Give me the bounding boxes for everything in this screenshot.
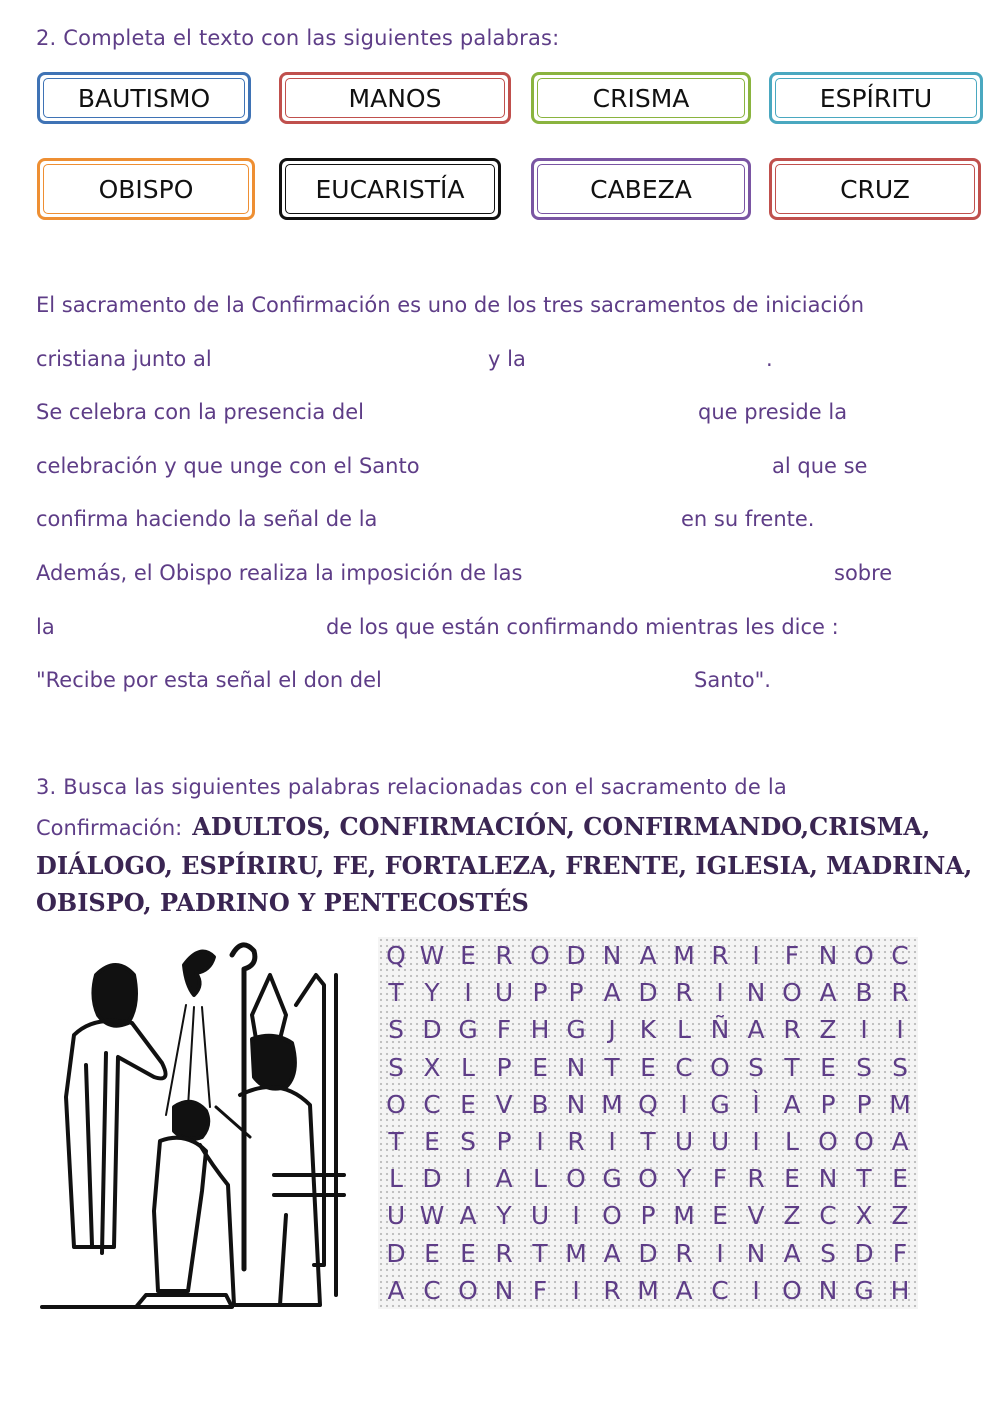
grid-cell[interactable]: S <box>748 1052 764 1082</box>
grid-cell[interactable]: I <box>572 1201 580 1231</box>
grid-cell[interactable]: I <box>716 1238 724 1268</box>
grid-cell[interactable]: F <box>532 1275 548 1305</box>
word-card-eucaristia[interactable] <box>279 158 501 220</box>
grid-cell[interactable]: S <box>460 1127 476 1157</box>
text-segment: al que se <box>772 454 868 478</box>
text-segment: cristiana junto al <box>36 347 212 371</box>
grid-cell[interactable]: A <box>891 1127 909 1157</box>
section2-title: 2. Completa el texto con las siguientes palabras: <box>36 26 560 50</box>
grid-cell[interactable]: P <box>568 978 584 1008</box>
grid-cell[interactable]: S <box>388 1052 404 1082</box>
grid-cell[interactable]: E <box>460 1238 476 1268</box>
grid-cell[interactable]: Y <box>676 1164 692 1194</box>
grid-cell[interactable]: N <box>494 1275 514 1305</box>
grid-cell[interactable]: O <box>782 978 802 1008</box>
grid-cell[interactable]: T <box>532 1238 548 1268</box>
grid-cell[interactable]: R <box>495 1238 513 1268</box>
grid-cell[interactable]: G <box>602 1164 622 1194</box>
grid-cell[interactable]: P <box>496 1127 512 1157</box>
grid-cell[interactable]: T <box>388 1127 404 1157</box>
grid-cell[interactable]: M <box>565 1238 587 1268</box>
grid-cell[interactable]: G <box>854 1275 874 1305</box>
text-segment: Santo". <box>694 668 771 692</box>
grid-cell[interactable]: S <box>892 1052 908 1082</box>
grid-cell[interactable]: A <box>495 1164 513 1194</box>
blank-cruz[interactable] <box>411 507 676 533</box>
blank-manos[interactable] <box>564 561 826 587</box>
grid-cell[interactable]: P <box>640 1201 656 1231</box>
grid-cell[interactable]: L <box>461 1052 475 1082</box>
grid-cell[interactable]: I <box>752 1275 760 1305</box>
grid-cell[interactable]: E <box>712 1201 728 1231</box>
grid-cell[interactable]: L <box>533 1164 547 1194</box>
text-segment: "Recibe por esta señal el don del <box>36 668 382 692</box>
word-card-label: CRUZ <box>775 164 975 214</box>
grid-cell[interactable]: R <box>783 1015 801 1045</box>
word-list-lead: Confirmación: <box>36 816 183 840</box>
word-search-grid[interactable] <box>378 937 918 1309</box>
text-segment: de los que están confirmando mientras les dice : <box>326 615 839 639</box>
text-segment: y la <box>488 347 526 371</box>
grid-cell[interactable]: P <box>820 1089 836 1119</box>
grid-cell[interactable]: O <box>638 1164 658 1194</box>
grid-cell[interactable]: G <box>566 1015 586 1045</box>
word-list-words: ADULTOS, CONFIRMACIÓN, CONFIRMANDO,CRISMA, DIÁLOGO, ESPÍRIRU, FE, FORTALEZA, FRENTE, IGLESIA, MADRINA, OBISPO, PADRINO Y PENTECOSTÉS <box>36 812 973 917</box>
grid-cell[interactable]: V <box>747 1201 765 1231</box>
grid-cell[interactable]: M <box>673 941 695 971</box>
grid-cell[interactable]: O <box>854 1127 874 1157</box>
grid-cell[interactable]: R <box>567 1127 585 1157</box>
word-card-label: CRISMA <box>537 78 745 118</box>
grid-cell[interactable]: C <box>819 1201 837 1231</box>
grid-cell[interactable]: R <box>675 978 693 1008</box>
grid-cell[interactable]: P <box>496 1052 512 1082</box>
grid-cell[interactable]: R <box>891 978 909 1008</box>
word-search-list <box>36 808 976 921</box>
grid-cell[interactable]: S <box>388 1015 404 1045</box>
blank-cabeza[interactable] <box>66 615 321 641</box>
word-card-label: EUCARISTÍA <box>285 164 495 214</box>
grid-cell[interactable]: A <box>819 978 837 1008</box>
grid-cell[interactable]: I <box>680 1089 688 1119</box>
grid-cell[interactable]: O <box>710 1052 730 1082</box>
blank-crisma[interactable] <box>456 454 766 480</box>
grid-cell[interactable]: I <box>464 978 472 1008</box>
grid-cell[interactable]: F <box>496 1015 512 1045</box>
text-segment: . <box>766 347 773 371</box>
grid-cell[interactable]: A <box>603 978 621 1008</box>
grid-cell[interactable]: O <box>566 1164 586 1194</box>
text-segment: El sacramento de la Confirmación es uno de los tres sacramentos de iniciación <box>36 293 865 317</box>
grid-cell[interactable]: R <box>603 1275 621 1305</box>
grid-cell[interactable]: Z <box>819 1015 837 1045</box>
grid-cell[interactable]: B <box>531 1089 549 1119</box>
grid-cell[interactable]: O <box>530 941 550 971</box>
word-card-crisma[interactable] <box>531 72 751 124</box>
grid-cell[interactable]: Ñ <box>710 1015 730 1045</box>
grid-cell[interactable]: O <box>854 941 874 971</box>
grid-cell[interactable]: M <box>601 1089 623 1119</box>
grid-cell[interactable]: A <box>387 1275 405 1305</box>
word-card-bautismo[interactable] <box>37 72 251 124</box>
grid-cell[interactable]: I <box>752 941 760 971</box>
grid-cell[interactable]: O <box>818 1127 838 1157</box>
grid-cell[interactable]: N <box>566 1089 586 1119</box>
grid-cell[interactable]: L <box>677 1015 691 1045</box>
grid-cell[interactable]: H <box>530 1015 550 1045</box>
grid-cell[interactable]: E <box>784 1164 800 1194</box>
grid-cell[interactable]: K <box>639 1015 657 1045</box>
grid-cell[interactable]: V <box>495 1089 513 1119</box>
word-card-label: MANOS <box>285 78 505 118</box>
grid-cell[interactable]: X <box>855 1201 873 1231</box>
grid-cell[interactable]: L <box>389 1164 403 1194</box>
grid-cell[interactable]: X <box>423 1052 441 1082</box>
grid-cell[interactable]: O <box>386 1089 406 1119</box>
grid-cell[interactable]: P <box>532 978 548 1008</box>
grid-cell[interactable]: Z <box>783 1201 801 1231</box>
blank-eucaristia[interactable] <box>531 347 756 373</box>
word-card-label: OBISPO <box>43 164 249 214</box>
text-segment: que preside la <box>698 400 848 424</box>
grid-cell[interactable]: M <box>889 1089 911 1119</box>
word-card-label: ESPÍRITU <box>775 78 977 118</box>
grid-cell[interactable]: N <box>818 1164 838 1194</box>
grid-cell[interactable]: I <box>464 1164 472 1194</box>
word-card-cabeza[interactable] <box>531 158 751 220</box>
grid-cell[interactable]: E <box>532 1052 548 1082</box>
section3-title: 3. Busca las siguientes palabras relacionadas con el sacramento de la <box>36 775 787 799</box>
grid-cell[interactable]: A <box>459 1201 477 1231</box>
grid-cell[interactable]: D <box>386 1238 406 1268</box>
grid-cell[interactable]: U <box>530 1201 550 1231</box>
grid-cell[interactable]: D <box>638 1238 658 1268</box>
confirmation-illustration <box>36 935 356 1315</box>
grid-cell[interactable]: I <box>752 1127 760 1157</box>
grid-cell[interactable]: N <box>602 941 622 971</box>
grid-cell[interactable]: E <box>892 1164 908 1194</box>
grid-cell[interactable]: S <box>820 1238 836 1268</box>
grid-cell[interactable]: C <box>891 941 909 971</box>
grid-cell[interactable]: E <box>460 1089 476 1119</box>
grid-cell[interactable]: C <box>675 1052 693 1082</box>
grid-cell[interactable]: N <box>746 1238 766 1268</box>
grid-cell[interactable]: I <box>572 1275 580 1305</box>
grid-cell[interactable]: Y <box>496 1201 512 1231</box>
grid-cell[interactable]: N <box>746 978 766 1008</box>
grid-cell[interactable]: R <box>747 1164 765 1194</box>
text-segment: confirma haciendo la señal de la <box>36 507 378 531</box>
word-card-obispo[interactable] <box>37 158 255 220</box>
word-card-cruz[interactable] <box>769 158 981 220</box>
grid-cell[interactable]: M <box>673 1201 695 1231</box>
grid-cell[interactable]: T <box>856 1164 872 1194</box>
grid-cell[interactable]: S <box>856 1052 872 1082</box>
blank-bautismo[interactable] <box>241 347 481 373</box>
grid-cell[interactable]: F <box>712 1164 728 1194</box>
grid-cell[interactable]: I <box>536 1127 544 1157</box>
word-card-label: BAUTISMO <box>43 78 245 118</box>
grid-cell[interactable]: F <box>784 941 800 971</box>
grid-cell[interactable]: I <box>608 1127 616 1157</box>
word-card-manos[interactable] <box>279 72 511 124</box>
grid-cell[interactable]: U <box>386 1201 406 1231</box>
text-segment: Se celebra con la presencia del <box>36 400 365 424</box>
grid-cell[interactable]: T <box>784 1052 800 1082</box>
grid-cell[interactable]: E <box>820 1052 836 1082</box>
text-segment: Además, el Obispo realiza la imposición de las <box>36 561 523 585</box>
blank-espiritu[interactable] <box>414 668 689 694</box>
grid-cell[interactable]: N <box>566 1052 586 1082</box>
grid-cell[interactable]: R <box>711 941 729 971</box>
grid-cell[interactable]: W <box>419 941 445 971</box>
grid-cell[interactable]: J <box>608 1015 616 1045</box>
grid-cell[interactable]: I <box>896 1015 904 1045</box>
grid-cell[interactable]: F <box>892 1238 908 1268</box>
grid-cell[interactable]: N <box>818 941 838 971</box>
grid-cell[interactable]: C <box>711 1275 729 1305</box>
grid-cell[interactable]: U <box>674 1127 694 1157</box>
grid-cell[interactable]: N <box>818 1275 838 1305</box>
text-segment: celebración y que unge con el Santo <box>36 454 420 478</box>
grid-cell[interactable]: A <box>783 1238 801 1268</box>
grid-cell[interactable]: U <box>710 1127 730 1157</box>
grid-cell[interactable]: H <box>890 1275 910 1305</box>
grid-cell[interactable]: R <box>495 941 513 971</box>
grid-cell[interactable]: W <box>419 1201 445 1231</box>
text-segment: en su frente. <box>681 507 815 531</box>
grid-cell[interactable]: D <box>422 1015 442 1045</box>
grid-cell[interactable]: O <box>782 1275 802 1305</box>
word-card-espiritu[interactable] <box>769 72 983 124</box>
grid-cell[interactable]: O <box>458 1275 478 1305</box>
grid-cell[interactable]: G <box>458 1015 478 1045</box>
grid-cell[interactable]: A <box>639 941 657 971</box>
grid-cell[interactable]: G <box>710 1089 730 1119</box>
grid-cell[interactable]: D <box>422 1164 442 1194</box>
grid-cell[interactable]: L <box>785 1127 799 1157</box>
grid-cell[interactable]: Y <box>424 978 440 1008</box>
grid-cell[interactable]: T <box>388 978 404 1008</box>
grid-cell[interactable]: Z <box>891 1201 909 1231</box>
grid-cell[interactable]: D <box>638 978 658 1008</box>
grid-cell[interactable]: E <box>640 1052 656 1082</box>
grid-cell[interactable]: O <box>602 1201 622 1231</box>
grid-cell[interactable]: E <box>424 1238 440 1268</box>
grid-cell[interactable]: Ì <box>752 1089 760 1119</box>
grid-cell[interactable]: B <box>855 978 873 1008</box>
grid-cell[interactable]: C <box>423 1089 441 1119</box>
grid-cell[interactable]: Q <box>386 941 406 971</box>
grid-cell[interactable]: D <box>854 1238 874 1268</box>
grid-cell[interactable]: E <box>424 1127 440 1157</box>
blank-obispo[interactable] <box>396 400 691 426</box>
grid-cell[interactable]: I <box>716 978 724 1008</box>
grid-cell[interactable]: Q <box>638 1089 658 1119</box>
text-segment: la <box>36 615 55 639</box>
grid-cell[interactable]: P <box>856 1089 872 1119</box>
grid-cell[interactable]: E <box>460 941 476 971</box>
grid-cell[interactable]: A <box>603 1238 621 1268</box>
grid-cell[interactable]: T <box>604 1052 620 1082</box>
grid-cell[interactable]: C <box>423 1275 441 1305</box>
grid-cell[interactable]: R <box>675 1238 693 1268</box>
grid-cell[interactable]: D <box>566 941 586 971</box>
grid-cell[interactable]: I <box>860 1015 868 1045</box>
grid-cell[interactable]: U <box>494 978 514 1008</box>
word-card-label: CABEZA <box>537 164 745 214</box>
text-segment: sobre <box>834 561 893 585</box>
grid-cell[interactable]: T <box>640 1127 656 1157</box>
grid-cell[interactable]: M <box>637 1275 659 1305</box>
grid-cell[interactable]: A <box>783 1089 801 1119</box>
grid-cell[interactable]: A <box>747 1015 765 1045</box>
grid-cell[interactable]: A <box>675 1275 693 1305</box>
